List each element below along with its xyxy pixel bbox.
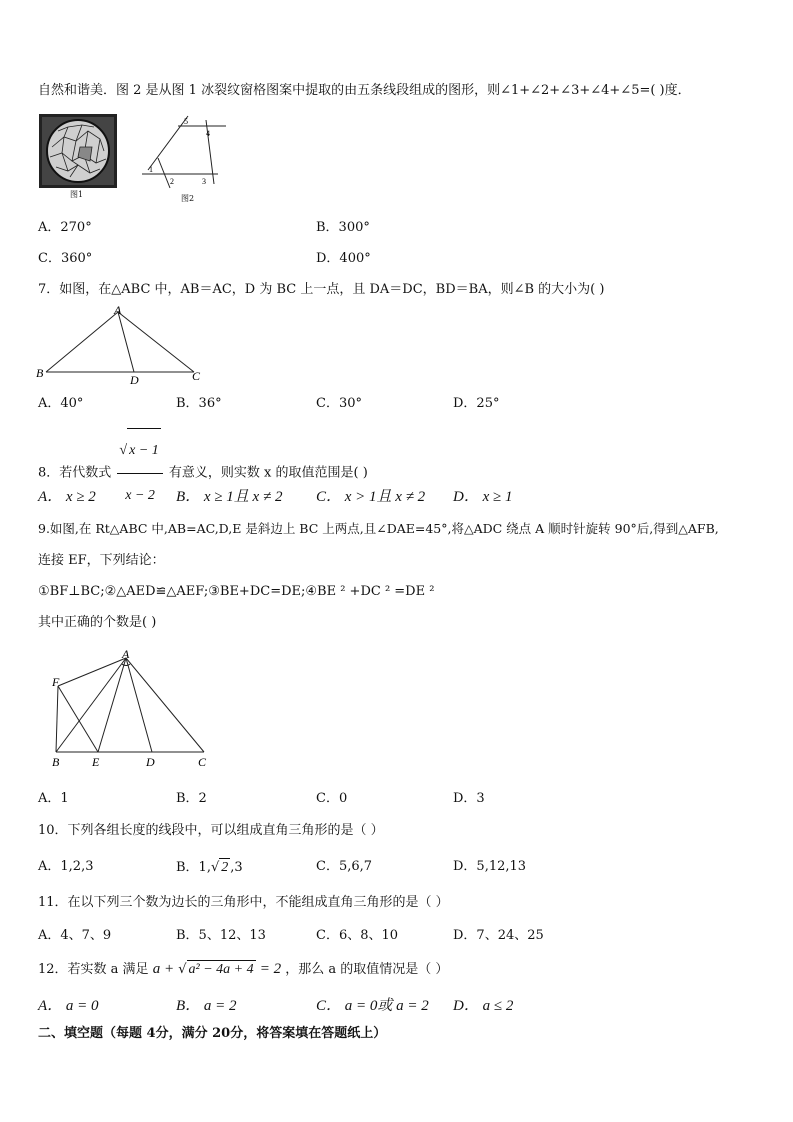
q7-option-b[interactable]: B．36° — [176, 396, 222, 411]
angle-label-3: 3 — [202, 177, 206, 186]
q8-option-d[interactable]: D． x ≥ 1 — [453, 489, 513, 505]
q7-point-c: C — [192, 369, 201, 383]
angle-label-5: 5 — [184, 117, 188, 126]
q9-point-d: D — [146, 755, 155, 769]
q10-option-b-radicand: 2 — [221, 860, 229, 875]
q9-option-a[interactable]: A．1 — [38, 791, 69, 806]
q9-point-b: B — [52, 755, 60, 769]
q12-expr-a: a + — [152, 961, 175, 977]
q8-option-c[interactable]: C． x > 1且 x ≠ 2 — [316, 489, 426, 505]
q7-stem: 7．如图，在△ABC 中，AB＝AC，D 为 BC 上一点，且 DA＝DC，BD＝BA，则∠B 的大小为( ) — [38, 282, 605, 297]
q9-stem-line-2: 连接 EF，下列结论： — [38, 553, 165, 568]
q10-option-b-label: B．1, — [176, 860, 211, 875]
q7-option-c[interactable]: C．30° — [316, 396, 362, 411]
q11-option-a[interactable]: A．4、7、9 — [38, 928, 112, 943]
q11-option-d[interactable]: D．7、24、25 — [453, 928, 544, 943]
q10-option-b[interactable]: B．1,√ 2 ,3 — [176, 860, 243, 875]
angle-label-4: 4 — [206, 129, 210, 138]
q9-stem-line-1: 9.如图,在 Rt△ABC 中,AB=AC,D,E 是斜边上 BC 上两点,且∠DAE=45°,将△ADC 绕点 A 顺时针旋转 90°后,得到△AFB, — [38, 521, 719, 536]
q8-fraction: $\frac{√ x - 1}{x - 2}$ — [117, 428, 162, 518]
q12-option-d[interactable]: D． a ≤ 2 — [453, 998, 514, 1014]
q7-point-b: B — [36, 366, 44, 380]
section-2-title: 二、填空题（每题 4分，满分 20分，将答案填在答题纸上） — [38, 1026, 387, 1041]
q12-option-b[interactable]: B． a = 2 — [176, 998, 237, 1014]
figure-2 — [138, 112, 230, 192]
q10-option-b-tail: ,3 — [230, 860, 243, 875]
q9-option-d[interactable]: D．3 — [453, 791, 485, 806]
figure-2-caption: 图2 — [181, 194, 195, 203]
q9-rotation-figure — [46, 646, 216, 770]
figure-1 — [39, 114, 117, 188]
q9-point-e: E — [92, 755, 100, 769]
q6-option-d[interactable]: D．400° — [316, 251, 371, 266]
q12-option-a[interactable]: A． a = 0 — [38, 998, 99, 1014]
q8-denominator: x − 2 — [125, 488, 155, 503]
q10-option-c[interactable]: C．5,6,7 — [316, 859, 373, 874]
figure-1-caption: 图1 — [70, 190, 84, 199]
q10-option-d[interactable]: D．5,12,13 — [453, 859, 527, 874]
q9-option-b[interactable]: B．2 — [176, 791, 207, 806]
q11-option-b[interactable]: B．5、12、13 — [176, 928, 266, 943]
q7-triangle-figure — [34, 304, 208, 386]
q12-expr-tail: = 2 — [259, 961, 282, 977]
q9-point-f: F — [52, 675, 60, 689]
q9-option-c[interactable]: C．0 — [316, 791, 348, 806]
q12-prefix: 12．若实数 a 满足 — [38, 962, 149, 977]
q9-point-a: A — [122, 647, 130, 661]
q8-option-a[interactable]: A． x ≥ 2 — [38, 489, 96, 505]
q9-point-c: C — [198, 755, 207, 769]
q8-suffix: 有意义，则实数 x 的取值范围是( ) — [168, 465, 368, 481]
q11-option-c[interactable]: C．6、8、10 — [316, 928, 399, 943]
q7-point-a: A — [114, 304, 122, 317]
q12-radicand: a² − 4a + 4 — [188, 962, 254, 977]
q12-suffix: ，那么 a 的取值情况是（ ） — [285, 962, 449, 977]
q9-stem-line-3: ①BF⊥BC;②△AED≌△AEF;③BE+DC=DE;④BE ² +DC ² =DE ² — [38, 584, 435, 599]
q9-stem-line-4: 其中正确的个数是( ) — [38, 615, 157, 630]
angle-label-2: 2 — [170, 177, 174, 186]
q6-option-c[interactable]: C．360° — [38, 251, 93, 266]
q12-stem: 12．若实数 a 满足 a + √ a² − 4a + 4 = 2 ，那么 a 的取值情况是（ ） — [38, 961, 449, 977]
q8-radicand: x − 1 — [127, 428, 161, 473]
q7-option-a[interactable]: A．40° — [38, 396, 84, 411]
q11-stem: 11．在以下列三个数为边长的三角形中，不能组成直角三角形的是（ ） — [38, 895, 449, 910]
q8-option-b[interactable]: B． x ≥ 1且 x ≠ 2 — [176, 489, 283, 505]
q8-prefix: 8．若代数式 — [38, 465, 112, 481]
angle-label-1: 1 — [149, 165, 153, 174]
q10-option-a[interactable]: A．1,2,3 — [38, 859, 94, 874]
ice-crack-pattern-image — [42, 117, 114, 185]
q6-stem: 自然和谐美．图 2 是从图 1 冰裂纹窗格图案中提取的由五条线段组成的图形，则∠1+∠2+∠3+∠4+∠5=( )度． — [38, 83, 691, 98]
q10-stem: 10．下列各组长度的线段中，可以组成直角三角形的是（ ） — [38, 823, 384, 838]
q7-option-d[interactable]: D．25° — [453, 396, 500, 411]
q6-option-b[interactable]: B．300° — [316, 220, 370, 235]
q12-option-c[interactable]: C． a = 0或 a = 2 — [316, 998, 429, 1014]
q6-option-a[interactable]: A．270° — [38, 220, 92, 235]
q7-point-d: D — [130, 373, 139, 386]
